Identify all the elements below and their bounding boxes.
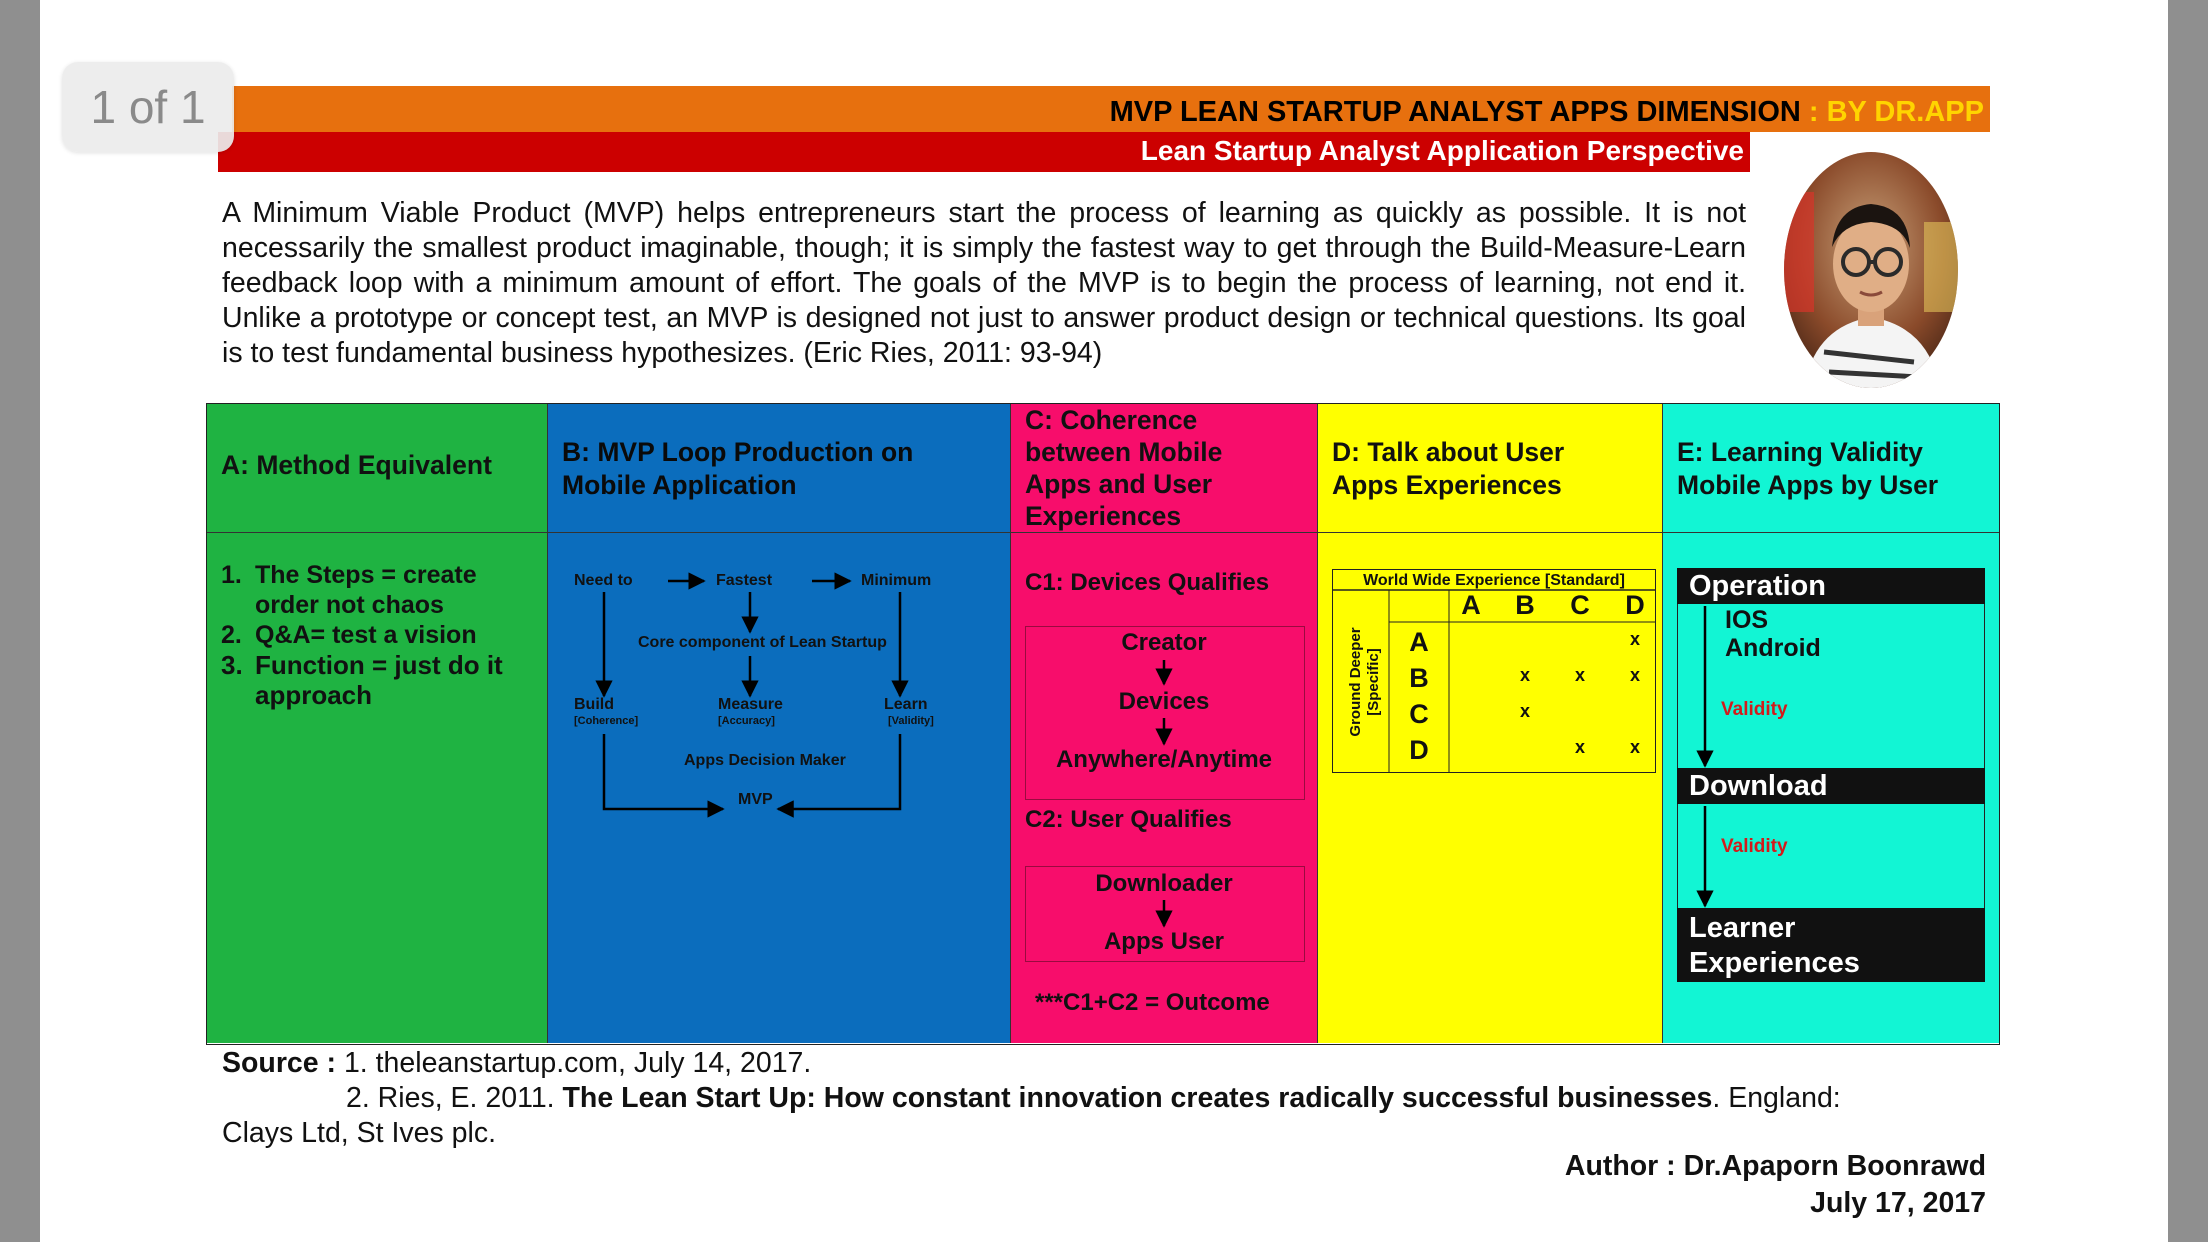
title-author-tag: : BY DR.APP: [1800, 96, 1984, 128]
validity-label-1: Validity: [1721, 699, 1788, 720]
e-arrows: [1663, 600, 1763, 912]
column-a: [207, 404, 548, 1043]
source-ref-2-pre: 2. Ries, E. 2011.: [346, 1082, 563, 1114]
list-item: [221, 620, 547, 650]
android-label: Android: [1725, 634, 1821, 662]
source-label: Source :: [222, 1047, 337, 1079]
list-text: Function = just do it approach: [255, 650, 503, 710]
apps-user-label: Apps User: [1103, 928, 1225, 955]
loop-arrow-left: [604, 734, 723, 809]
author-block: [1565, 1148, 1986, 1222]
source-ref-1: 1. theleanstartup.com, July 14, 2017.: [336, 1047, 812, 1079]
column-d-title-line1: D: Talk about User: [1332, 437, 1565, 467]
measure-label: Measure: [718, 696, 783, 713]
column-b-title-line2: Mobile Application: [562, 470, 797, 500]
c1-arrows: [1011, 654, 1317, 754]
column-e: [1663, 404, 1999, 1043]
column-c: [1011, 404, 1318, 1043]
matrix-mark: x: [1629, 665, 1641, 685]
column-c-title-line4: Experiences: [1025, 501, 1182, 531]
mvp-label: MVP: [738, 791, 773, 808]
list-number: 3.: [221, 650, 243, 680]
column-e-title-line2: Mobile Apps by User: [1677, 470, 1939, 500]
column-b-header: [548, 404, 1010, 533]
learn-label: Learn: [884, 696, 928, 713]
source-line-2: [222, 1081, 2002, 1116]
source-line-1: [222, 1046, 2002, 1081]
column-e-title-line1: E: Learning Validity: [1677, 437, 1923, 467]
author-photo: [1784, 152, 1958, 388]
loop-arrow-right: [778, 734, 900, 809]
source-ref-2-title: The Lean Start Up: How constant innovation creates radically successful businesses: [562, 1082, 1713, 1114]
source-ref-2-post: . England:: [1712, 1082, 1841, 1114]
validity-label-2: Validity: [1721, 836, 1788, 857]
title-bar: [232, 86, 1990, 132]
framework-table: [206, 403, 2000, 1045]
column-a-title: A: Method Equivalent: [221, 450, 492, 480]
col-label-d: D: [1625, 590, 1645, 620]
row-label-a: A: [1409, 627, 1429, 657]
col-label-a: A: [1461, 590, 1481, 620]
column-c-title-line3: Apps and User: [1025, 469, 1213, 499]
learner-line2: Experiences: [1689, 947, 1860, 979]
author-name: Author : Dr.Apaporn Boonrawd: [1564, 1150, 1986, 1182]
devices-label: Devices: [1118, 688, 1210, 715]
learn-sub-label: [Validity]: [888, 715, 934, 727]
col-label-b: B: [1515, 590, 1535, 620]
list-text: The Steps = create order not chaos: [255, 561, 477, 619]
matrix-title: World Wide Experience [Standard]: [1363, 572, 1625, 589]
page-counter: 1 of 1: [62, 62, 234, 152]
creator-label: Creator: [1121, 629, 1207, 656]
source-line-3: Clays Ltd, St Ives plc.: [222, 1117, 497, 1149]
list-item: [221, 560, 547, 620]
anywhere-label: Anywhere/Anytime: [1055, 746, 1273, 773]
mvp-loop-diagram: [548, 534, 1010, 834]
outcome-label: ***C1+C2 = Outcome: [1035, 989, 1270, 1016]
title-text: MVP LEAN STARTUP ANALYST APPS DIMENSION: [1109, 96, 1801, 128]
column-d: [1318, 404, 1663, 1043]
document-subtitle: Lean Startup Analyst Application Perspective: [1140, 135, 1744, 166]
column-a-header: [207, 404, 547, 533]
side-label-2: [Specific]: [1365, 648, 1382, 716]
learner-line1: Learner: [1689, 912, 1796, 944]
build-sub-label: [Coherence]: [574, 715, 639, 727]
list-item: [221, 650, 547, 710]
ios-label: IOS: [1725, 606, 1769, 634]
column-c-title-line2: between Mobile: [1025, 437, 1223, 467]
decision-maker-label: Apps Decision Maker: [684, 752, 846, 769]
learner-block: [1677, 908, 1985, 982]
column-c-title-line1: C: Coherence: [1025, 405, 1198, 435]
fastest-label: Fastest: [716, 572, 773, 589]
build-label: Build: [574, 696, 614, 713]
operation-block: Operation: [1677, 568, 1985, 604]
download-block: Download: [1677, 768, 1985, 804]
intro-paragraph: A Minimum Viable Product (MVP) helps entrepreneurs start the process of learning as quickly as possible. It is not necessarily the smallest product imaginable, though; it is simply the fastest way to get through the Build-Measure-Learn feedback loop with a minimum amount of effort. The goals of the MVP is to begin the process of learning, not end it. Unlike a prototype or concept test, an MVP is designed not just to answer product design or technical questions. Its goal is to test fundamental business hypothesizes. (Eric Ries, 2011: 93-94): [222, 197, 1746, 369]
column-b-title-line1: B: MVP Loop Production on: [562, 437, 914, 467]
subtitle-bar: [218, 132, 1750, 172]
list-text: Q&A= test a vision: [255, 621, 477, 649]
c1-heading: C1: Devices Qualifies: [1025, 569, 1270, 596]
column-e-header: [1663, 404, 1999, 533]
row-label-d: D: [1409, 735, 1429, 765]
method-list: [221, 560, 547, 710]
author-date: July 17, 2017: [1810, 1187, 1986, 1219]
c2-arrow: [1011, 894, 1317, 934]
matrix-mark: x: [1629, 737, 1641, 757]
row-label-c: C: [1409, 699, 1429, 729]
measure-sub-label: [Accuracy]: [718, 715, 775, 727]
row-label-b: B: [1409, 663, 1429, 693]
matrix-mark: x: [1574, 665, 1586, 685]
list-number: 2.: [221, 621, 242, 649]
matrix-mark: x: [1519, 701, 1531, 721]
core-component-label: Core component of Lean Startup: [638, 634, 887, 651]
column-b: [548, 404, 1011, 1043]
matrix-mark: x: [1519, 665, 1531, 685]
matrix-mark: x: [1574, 737, 1586, 757]
downloader-label: Downloader: [1095, 870, 1233, 897]
document-title: [1110, 96, 1984, 129]
matrix-mark: x: [1629, 629, 1641, 649]
side-label-1: Ground Deeper: [1347, 627, 1364, 737]
list-number: 1.: [221, 561, 242, 589]
need-to-label: Need to: [574, 572, 633, 589]
source-section: [222, 1046, 2002, 1151]
minimum-label: Minimum: [861, 572, 932, 589]
column-c-header: [1011, 404, 1317, 533]
experience-matrix: [1332, 569, 1656, 773]
column-d-header: [1318, 404, 1662, 533]
col-label-c: C: [1570, 590, 1590, 620]
c2-heading: C2: User Qualifies: [1025, 806, 1232, 833]
column-d-title-line2: Apps Experiences: [1332, 470, 1562, 500]
